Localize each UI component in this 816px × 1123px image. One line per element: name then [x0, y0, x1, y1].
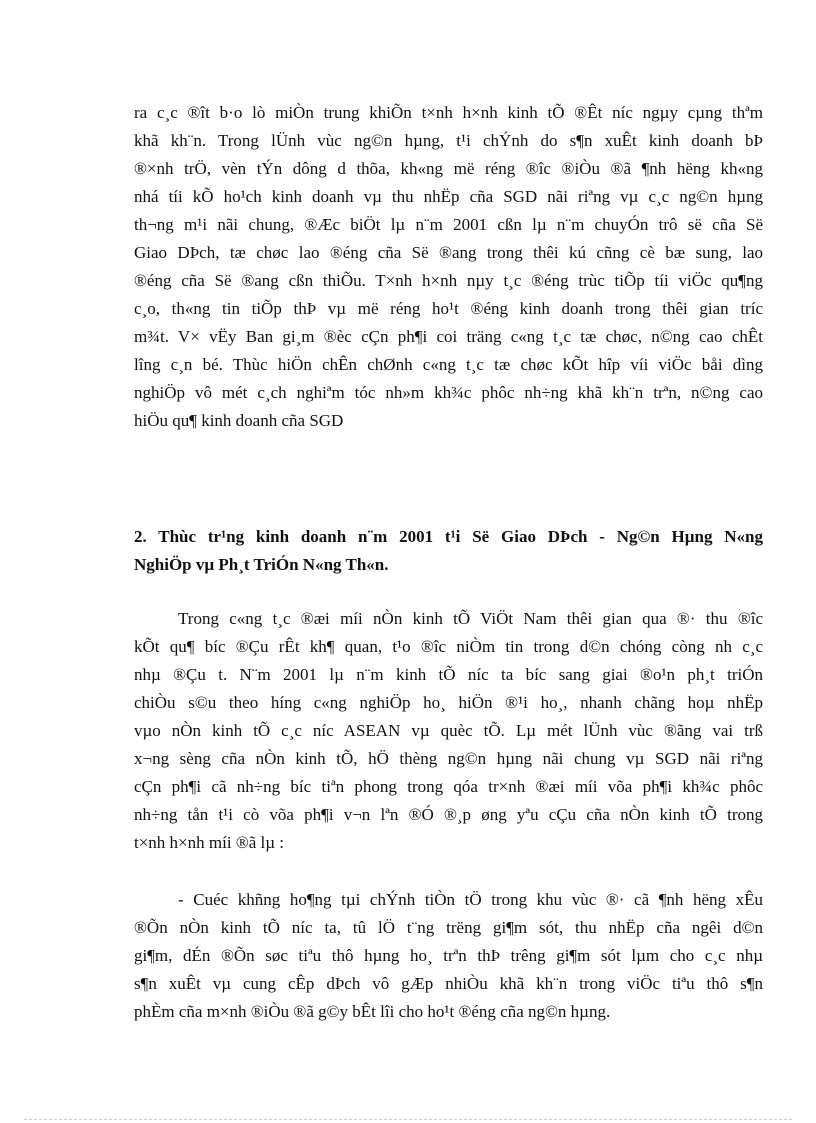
text-line: phÈm cña m×nh ®iÒu ®ã g©y bÊt lîi cho ho¹t ®éng cña ng©n hµng.	[134, 1002, 611, 1021]
text-line: nhá tíi kÕ ho¹ch kinh doanh vµ thu nhËp cña SGD nãi riªng vµ c¸c ng©n hµng	[134, 187, 763, 206]
paragraph-financial-crisis	[134, 886, 763, 1026]
page-bottom-divider	[24, 1119, 792, 1120]
text-line: ®×nh trÖ, vèn tÝn dông d thõa, kh«ng më réng ®îc ®iÒu ®ã ¶nh hëng kh«ng	[134, 159, 763, 178]
text-line: nghiÖp vô mét c¸ch nghiªm tóc nh»m kh¾c phôc nh÷ng khã kh¨n trªn, n©ng cao	[134, 383, 763, 402]
text-line: gi¶m, dÉn ®Õn søc tiªu thô hµng ho¸ trªn thÞ trêng gi¶m sót lµm cho c¸c nhµ	[134, 946, 763, 965]
text-line: ra c¸c ®ît b·o lò miÒn trung khiÕn t×nh h×nh kinh tÕ ®Êt níc ngµy cµng thªm	[134, 103, 763, 122]
paragraph-economic-reform	[134, 605, 763, 857]
text-line: lîng c¸n bé. Thùc hiÖn chÊn chØnh c«ng t¸c tæ chøc kÕt hîp víi viÖc båi dìng	[134, 355, 763, 374]
paragraph-continuation	[134, 99, 763, 435]
text-line: vµo nÒn kinh tÕ c¸c níc ASEAN vµ quèc tÕ. Lµ mét lÜnh vùc ®ãng vai trß	[134, 721, 763, 740]
text-line: nhµ ®Çu t. N¨m 2001 lµ n¨m kinh tÕ níc ta bíc sang giai ®o¹n ph¸t triÓn	[134, 665, 763, 684]
heading-line: 2. Thùc tr¹ng kinh doanh n¨m 2001 t¹i Së Giao DÞch - Ng©n Hµng N«ng	[134, 527, 763, 546]
text-line: th¬ng m¹i nãi chung, ®Æc biÖt lµ n¨m 2001 cßn lµ n¨m chuyÓn trô së cña Së	[134, 215, 763, 234]
text-line: khã kh¨n. Trong lÜnh vùc ng©n hµng, t¹i chÝnh do s¶n xuÊt kinh doanh bÞ	[134, 131, 763, 150]
text-line: kÕt qu¶ bíc ®Çu rÊt kh¶ quan, t¹o ®îc niÒm tin trong d©n chóng còng nh c¸c	[134, 637, 763, 656]
text-line: c¸o, th«ng tin tiÕp thÞ vµ më réng ho¹t ®éng kinh doanh trong thêi gian tríc	[134, 299, 763, 318]
text-line: chiÒu s©u theo híng c«ng nghiÖp ho¸ hiÖn ®¹i ho¸, nhanh chãng hoµ nhËp	[134, 693, 763, 712]
text-line: cÇn ph¶i cã nh÷ng bíc tiªn phong trong qóa tr×nh ®æi míi võa ph¶i kh¾c phôc	[134, 777, 763, 796]
text-line: t×nh h×nh míi ®ã lµ :	[134, 833, 285, 852]
section-heading	[134, 523, 763, 579]
text-line: ®Õn nÒn kinh tÕ níc ta, tû lÖ t¨ng trëng gi¶m sót, thu nhËp cña ngêi d©n	[134, 918, 763, 937]
text-line: nh÷ng tån t¹i cò võa ph¶i v¬n lªn ®Ó ®¸p øng yªu cÇu cña nÒn kinh tÕ trong	[134, 805, 763, 824]
text-line: ®éng cña Së ®ang cßn thiÕu. T×nh h×nh nµy t¸c ®éng trùc tiÕp tíi viÖc qu¶ng	[134, 271, 763, 290]
text-line: s¶n xuÊt vµ cung cÊp dÞch vô gÆp nhiÒu khã kh¨n trong viÖc tiªu thô s¶n	[134, 974, 763, 993]
text-line: - Cuéc khñng ho¶ng tµi chÝnh tiÒn tÖ trong khu vùc ®· cã ¶nh hëng xÊu	[178, 890, 763, 909]
heading-line: NghiÖp vµ Ph¸t TriÓn N«ng Th«n.	[134, 555, 389, 574]
text-line: Trong c«ng t¸c ®æi míi nÒn kinh tÕ ViÖt Nam thêi gian qua ®· thu ®îc	[178, 609, 763, 628]
text-line: x¬ng sèng cña nÒn kinh tÕ, hÖ thèng ng©n hµng nãi chung vµ SGD nãi riªng	[134, 749, 763, 768]
text-line: m¾t. V× vËy Ban gi¸m ®èc cÇn ph¶i coi träng c«ng t¸c tæ chøc, n©ng cao chÊt	[134, 327, 763, 346]
text-line: Giao DÞch, tæ chøc lao ®éng cña Së ®ang trong thêi kú cñng cè bæ sung, lao	[134, 243, 763, 262]
text-line: hiÖu qu¶ kinh doanh cña SGD	[134, 411, 344, 430]
